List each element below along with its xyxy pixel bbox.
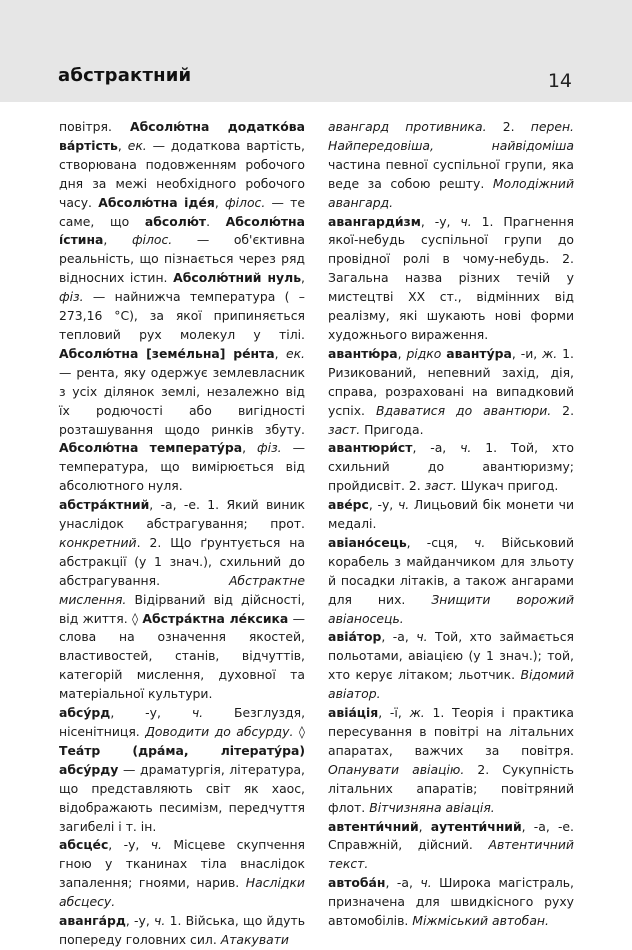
- entry-text: — додаткова вартість, створювана подовженням робочого дня за межі необхідного робочого часу.: [59, 137, 305, 210]
- entry-italic-text: ж.: [409, 705, 425, 721]
- entry-text: , -у,: [125, 913, 155, 929]
- entry-italic-text: ек.: [285, 345, 305, 361]
- entry-headword: Абстра́ктна ле́ксика: [142, 610, 289, 626]
- entry-italic-text: фіз.: [59, 289, 84, 305]
- entry-text: . 2. Що ґрунтується на абстракції (у 1 знач.), схильний до абстрагування.: [59, 534, 305, 588]
- dictionary-entry: [328, 345, 574, 440]
- entry-text: 1. Ризикований, непевний захід, дія, справа, розраховані на випадковий успіх.: [328, 345, 574, 418]
- entry-italic-text: філос.: [225, 194, 266, 210]
- entry-italic-text: Міжміський автобан.: [412, 913, 549, 929]
- entry-headword: автоба́н: [328, 875, 386, 891]
- page-number: 14: [547, 70, 572, 92]
- entry-text: частина певної суспільної групи, яка веде за собою решту.: [328, 156, 574, 191]
- entry-italic-text: ч.: [397, 497, 410, 513]
- entry-headword: авіано́сець: [328, 534, 407, 550]
- entry-text: 1. Прагнення якої-небудь суспільної групи до провідної ролі в чому-небудь. 2. Загальна назва різних течій у мистецтві ХХ ст., відмінних від реалізму, які шукають нові форми художнього вираження.: [328, 213, 574, 342]
- entry-italic-text: ч.: [154, 913, 166, 929]
- entry-italic-text: Молодіжний авангард.: [328, 175, 574, 210]
- entry-text: Місцеве скупчення гною у тканинах тіла внаслідок запалення; гноями, нарив.: [59, 837, 306, 891]
- entry-headword: Абсолю́тна іде́я: [98, 194, 215, 210]
- dictionary-entry: [59, 496, 305, 704]
- entry-text: ,: [117, 137, 128, 153]
- entry-text: 2. Сукупність літальних апаратів; повітряний флот.: [328, 761, 574, 815]
- entry-text: , -у,: [110, 705, 192, 721]
- entry-text: Шукач пригод.: [456, 478, 559, 494]
- entry-italic-text: Вітчизняна авіація.: [369, 799, 495, 815]
- dictionary-entry: [328, 118, 574, 213]
- entry-text: — температура, що вимірюється від абсолютного нуля.: [59, 440, 305, 494]
- entry-italic-text: ч.: [460, 213, 472, 229]
- entry-italic-text: Атакувати: [220, 931, 289, 947]
- entry-text: , -а, -е. Справжній, дійсний.: [328, 818, 574, 853]
- entry-text: ,: [397, 345, 407, 361]
- entry-text: , -и,: [511, 345, 543, 361]
- entry-headword: абсу́рд: [59, 705, 111, 721]
- entry-text: , -ї,: [378, 705, 410, 721]
- entry-text: Безглуздя, нісенітниця.: [59, 705, 306, 739]
- entry-italic-text: конкретний: [59, 534, 137, 550]
- entry-headword: авіа́тор: [328, 629, 382, 645]
- entry-text: — рента, яку одержує землевласник з усіх ділянок землі, незалежно від їх родючості або вигідності розташування щодо ринків збуту.: [59, 364, 305, 437]
- dictionary-entry: [59, 836, 305, 912]
- entry-text: , -а,: [385, 875, 421, 891]
- left-column: [59, 118, 305, 950]
- dictionary-entry: [328, 496, 574, 534]
- entry-italic-text: Абстрактне мислення.: [59, 572, 305, 607]
- running-headword: абстрактний: [58, 65, 192, 86]
- entry-italic-text: ч.: [416, 629, 428, 645]
- entry-headword: автенти́чний: [328, 818, 419, 834]
- entry-text: Лицьовий бік монети чи медалі.: [328, 497, 574, 532]
- entry-italic-text: Знищити ворожий авіаносець.: [328, 591, 574, 626]
- entry-headword: аванту́ра: [446, 345, 512, 361]
- dictionary-entry: [328, 213, 574, 345]
- entry-italic-text: ж.: [542, 345, 558, 361]
- dictionary-entry: [59, 912, 305, 950]
- entry-text: , -сця,: [406, 534, 474, 550]
- entry-text: ,: [274, 345, 286, 361]
- entry-italic-text: ч.: [191, 705, 204, 721]
- entry-text: — те саме, що: [59, 194, 306, 229]
- entry-italic-text: Опанувати авіацію.: [328, 761, 465, 777]
- dictionary-entry: [328, 439, 574, 496]
- dictionary-entry: [59, 118, 305, 496]
- entry-text: 2.: [486, 119, 531, 134]
- dictionary-entry: [328, 874, 574, 931]
- dictionary-entry: [328, 704, 574, 817]
- entry-text: , -а,: [381, 629, 417, 645]
- entry-text: — найнижча температура ( – 273,16 °С), за якої припиняється тепловий рух молекул у тілі.: [59, 289, 305, 342]
- dictionary-entry: [328, 628, 574, 704]
- entry-text: ,: [103, 232, 132, 248]
- entry-italic-text: ек.: [127, 137, 147, 153]
- entry-headword: аутенти́чний: [430, 818, 522, 834]
- entry-italic-text: ч.: [474, 534, 486, 550]
- entry-text: ,: [214, 194, 225, 210]
- entry-text: , -у,: [368, 497, 398, 513]
- entry-text: 2.: [551, 402, 575, 418]
- entry-headword: аванга́рд: [59, 913, 126, 929]
- entry-headword: Абсолю́тний нуль: [173, 270, 302, 286]
- entry-text: , -у,: [420, 213, 461, 229]
- entry-text: 1. Війська, що йдуть попереду головних сил.: [59, 913, 305, 947]
- entry-headword: Теа́тр (дра́ма, літерату́ра) абсу́рду: [59, 742, 305, 777]
- entry-text: Широка магістраль, призначена для швидкісного руху автомобілів.: [328, 875, 574, 929]
- entry-italic-text: Відомий авіатор.: [328, 667, 574, 702]
- entry-italic-text: ч.: [150, 837, 162, 853]
- entry-italic-text: заст.: [424, 478, 457, 494]
- entry-italic-text: Наслідки абсцесу.: [59, 875, 305, 910]
- entry-text: Пригода.: [360, 421, 424, 437]
- entry-headword: абсце́с: [59, 837, 109, 853]
- entry-text: ,: [418, 818, 431, 834]
- entry-text: .: [206, 213, 226, 229]
- entry-text: Відірваний від дійсності, від життя. ◊: [59, 591, 305, 626]
- entry-italic-text: філос.: [131, 232, 173, 248]
- dictionary-entry: [59, 704, 305, 836]
- entry-italic-text: ч.: [460, 440, 472, 456]
- entry-italic-text: рідко: [406, 345, 442, 361]
- entry-headword: абсолю́т: [144, 213, 207, 229]
- entry-italic-text: Вдаватися до авантюри.: [375, 402, 552, 418]
- entry-text: ,: [242, 440, 258, 456]
- entry-headword: авантюри́ст: [328, 440, 413, 456]
- entry-headword: авантю́ра: [328, 345, 398, 361]
- dictionary-entry: [328, 534, 574, 629]
- entry-text: повітря.: [59, 119, 130, 134]
- entry-text: ◊: [293, 724, 305, 739]
- entry-headword: аве́рс: [328, 497, 369, 513]
- page-header: [0, 0, 632, 102]
- entry-italic-text: ч.: [420, 875, 432, 891]
- entry-italic-text: авангард противника.: [328, 119, 487, 134]
- entry-headword: Абсолю́тна додатко́ва ва́ртість: [59, 119, 305, 153]
- entry-text: Той, хто займається польотами, авіацією (у 1 знач.); той, хто керує літаком; льотчик.: [328, 629, 574, 683]
- entry-text: — об'єктивна реальність, що пізнається через ряд відносних істин.: [59, 232, 305, 286]
- entry-text: , -а, -е. 1. Який виник унаслідок абстрагування; прот.: [59, 497, 305, 532]
- entry-text: , -а,: [412, 440, 461, 456]
- entry-text: — слова на означення якостей, властивостей, станів, відчуттів, категорій мислення, духовної та матеріальної культури.: [59, 610, 305, 702]
- entry-italic-text: Доводити до абсурду.: [145, 724, 294, 739]
- entry-text: 1. Той, хто схильний до авантюризму; пройдисвіт. 2.: [328, 440, 574, 494]
- entry-italic-text: фіз.: [257, 440, 282, 456]
- dictionary-entry: [328, 818, 574, 875]
- entry-text: — драматургія, література, що представляють світ як хаос, відображають песимізм, передчуття загибелі і т. ін.: [59, 761, 305, 834]
- right-column: [328, 118, 574, 931]
- entry-headword: Абсолю́тна [земе́льна] ре́нта: [59, 345, 275, 361]
- entry-text: 1. Теорія і практика пересування в повітрі на літальних апаратах, важчих за повітря.: [328, 705, 574, 758]
- entry-italic-text: Автентичний текст.: [328, 837, 574, 872]
- entry-headword: Абсолю́тна і́стина: [59, 213, 305, 248]
- entry-italic-text: перен. Найпередовіша, найвідоміша: [328, 119, 574, 153]
- entry-italic-text: заст.: [328, 421, 361, 437]
- entry-headword: авіа́ція: [328, 705, 379, 721]
- entry-headword: абстра́ктний: [59, 497, 150, 513]
- entry-text: , -у,: [108, 837, 151, 853]
- entry-text: ,: [301, 270, 305, 286]
- entry-headword: авангарди́зм: [328, 213, 421, 229]
- entry-text: Військовий корабель з майданчиком для зльоту й посадки літаків, а також ангарами для них.: [328, 534, 574, 607]
- entry-headword: Абсолю́тна температу́ра: [59, 440, 243, 456]
